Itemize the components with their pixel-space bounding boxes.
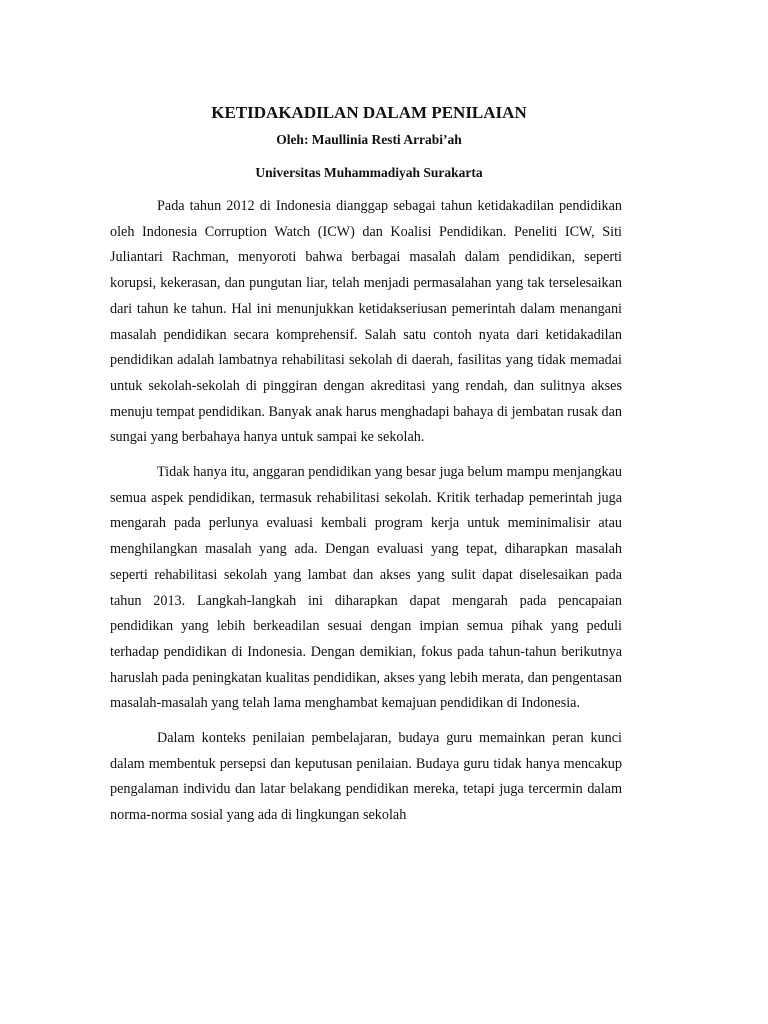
paragraph-1: Pada tahun 2012 di Indonesia dianggap sebagai tahun ketidakadilan pendidikan oleh Indonesia Corruption Watch (ICW) dan Koalisi Pendidikan. Peneliti ICW, Siti Juliantari Rachman, menyoroti bahwa berbagai masalah dalam pendidikan, seperti korupsi, kekerasan, dan pungutan liar, telah menjadi permasalahan yang tak terselesaikan dari tahun ke tahun. Hal ini menunjukkan ketidakseriusan pemerintah dalam menangani masalah pendidikan secara komprehensif. Salah satu contoh nyata dari ketidakadilan pendidikan adalah lambatnya rehabilitasi sekolah di daerah, fasilitas yang tidak memadai untuk sekolah-sekolah di pinggiran dengan akreditasi yang rendah, dan sulitnya akses menuju tempat pendidikan. Banyak anak harus menghadapi bahaya di jembatan rusak dan sungai yang berbahaya hanya untuk sampai ke sekolah. bbox=[110, 198, 622, 446]
document-body bbox=[110, 194, 622, 829]
paragraph-3: Dalam konteks penilaian pembelajaran, budaya guru memainkan peran kunci dalam membentuk persepsi dan keputusan penilaian. Budaya guru tidak hanya mencakup pengalaman individu dan latar belakang pendidikan mereka, tetapi juga tercermin dalam norma-norma sosial yang ada di lingkungan sekolah bbox=[110, 730, 622, 824]
document-affiliation: Universitas Muhammadiyah Surakarta bbox=[255, 165, 483, 180]
document-title: KETIDAKADILAN DALAM PENILAIAN bbox=[211, 103, 527, 122]
document-author: Oleh: Maullinia Resti Arrabi’ah bbox=[276, 132, 462, 147]
paragraph-2: Tidak hanya itu, anggaran pendidikan yang besar juga belum mampu menjangkau semua aspek pendidikan, termasuk rehabilitasi sekolah. Kritik terhadap pemerintah juga mengarah pada perlunya evaluasi kembali program kerja untuk meminimalisir atau menghilangkan masalah yang ada. Dengan evaluasi yang tepat, diharapkan masalah seperti rehabilitasi sekolah yang lambat dan akses yang sulit dapat diselesaikan pada tahun 2013. Langkah-langkah ini diharapkan dapat mengarah pada pencapaian pendidikan yang lebih berkeadilan sesuai dengan impian semua pihak yang peduli terhadap pendidikan di Indonesia. Dengan demikian, fokus pada tahun-tahun berikutnya haruslah pada peningkatan kualitas pendidikan, akses yang lebih merata, dan pengentasan masalah-masalah yang telah lama menghambat kemajuan pendidikan di Indonesia. bbox=[110, 464, 622, 712]
